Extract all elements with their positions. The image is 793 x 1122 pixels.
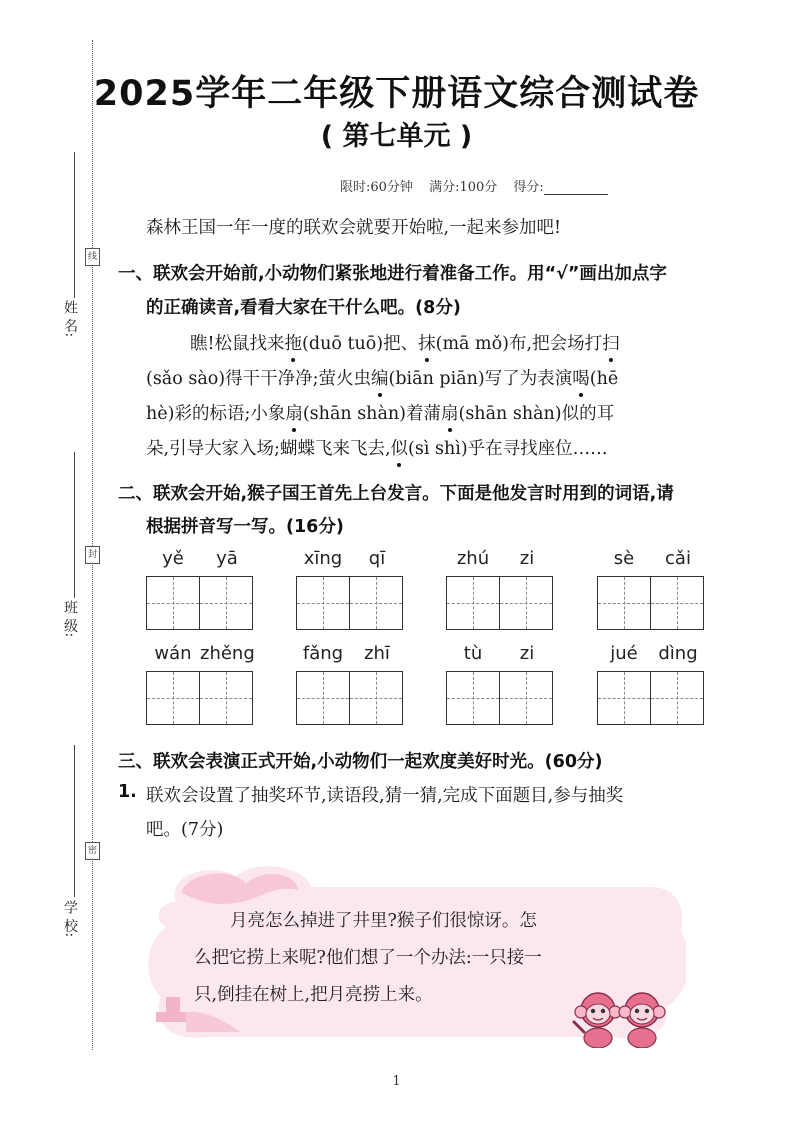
q2-heading-line2: 根据拼音写一写。(16分) (146, 517, 344, 537)
pinyin-syllable: cǎi (665, 548, 691, 569)
tian-zi-ge-cell[interactable] (296, 576, 350, 630)
dotted-char: 拖 (285, 330, 303, 355)
q1-heading-line2: 的正确读音,看看大家在干什么吧。(8分) (146, 298, 461, 318)
monkeys-illustration (570, 988, 670, 1048)
writing-cells (597, 671, 705, 725)
pinyin-syllable: tù (463, 643, 483, 664)
reading-passage-line1: 月亮怎么掉进了井里?猴子们很惊讶。怎 (230, 911, 537, 931)
pinyin-syllable: zi (519, 548, 535, 569)
full-score: 满分:100分 (429, 180, 498, 195)
pinyin-syllable: dìng (658, 643, 698, 664)
q1-heading-line1: 一、联欢会开始前,小动物们紧张地进行着准备工作。用“√”画出加点字 (118, 264, 667, 284)
pinyin-syllable: yā (216, 548, 238, 569)
word-box-group (296, 643, 404, 727)
tian-zi-ge-cell[interactable] (446, 671, 500, 725)
dotted-char: 编 (371, 365, 389, 390)
word-box-group (446, 643, 554, 727)
q1-passage-line1 (190, 330, 620, 355)
pinyin-choice[interactable]: (shān shàn)着蒲 (302, 404, 441, 424)
tian-zi-ge-cell[interactable] (199, 576, 253, 630)
word-box-group (146, 643, 254, 727)
page-subtitle: ( 第七单元 ) (320, 121, 473, 152)
monkey-right-icon (619, 993, 665, 1048)
dotted-char: 扇 (441, 400, 459, 425)
pinyin-choice[interactable]: (duō tuō)把、 (302, 334, 419, 354)
word-box-group (446, 548, 554, 632)
pinyin-syllable: jué (610, 643, 638, 664)
tian-zi-ge-cell[interactable] (597, 671, 651, 725)
pinyin-syllable: wán (154, 643, 192, 664)
pinyin-label (446, 643, 554, 667)
pinyin-choice[interactable]: (hē (589, 369, 619, 389)
q3-sub1-number: 1. (118, 782, 137, 802)
exam-meta (340, 176, 608, 195)
writing-cells (446, 671, 554, 725)
time-limit: 限时:60分钟 (340, 180, 413, 195)
tian-zi-ge-cell[interactable] (650, 671, 704, 725)
q1-passage-line4 (146, 435, 608, 460)
school-fill-line[interactable] (74, 745, 75, 897)
class-label: 班 级: (62, 600, 78, 638)
writing-cells (296, 671, 404, 725)
pinyin-label (296, 643, 404, 667)
writing-cells (296, 576, 404, 630)
pinyin-choice[interactable]: (sǎo sào)得干干净净;萤火虫 (146, 369, 372, 389)
q3-heading: 三、联欢会表演正式开始,小动物们一起欢度美好时光。(60分) (118, 752, 603, 772)
q3-sub1-line2: 吧。(7分) (146, 820, 224, 840)
tian-zi-ge-cell[interactable] (296, 671, 350, 725)
word-box-group (597, 643, 705, 727)
pinyin-choice[interactable]: (mā mǒ)布,把会场打 (435, 334, 603, 354)
pinyin-syllable: xīng (303, 548, 343, 569)
q1-passage-line2 (146, 365, 618, 390)
tian-zi-ge-cell[interactable] (499, 576, 553, 630)
pinyin-label (597, 548, 705, 572)
tian-zi-ge-cell[interactable] (146, 671, 200, 725)
q2-heading-line1: 二、联欢会开始,猴子国王首先上台发言。下面是他发言时用到的词语,请 (118, 484, 674, 504)
pinyin-syllable: zhú (456, 548, 490, 569)
pinyin-choice[interactable]: (sì shì)乎在寻找座位…… (408, 439, 608, 459)
reading-passage-line3: 只,倒挂在树上,把月亮捞上来。 (194, 985, 433, 1005)
pinyin-syllable: yě (162, 548, 184, 569)
pinyin-syllable: sè (613, 548, 635, 569)
binding-line (92, 40, 93, 1050)
seal-mark-secret: 密 (85, 842, 100, 860)
monkey-left-icon (574, 993, 621, 1048)
tian-zi-ge-cell[interactable] (146, 576, 200, 630)
writing-cells (446, 576, 554, 630)
word-box-group (146, 548, 254, 632)
writing-cells (146, 671, 254, 725)
pinyin-syllable: qī (368, 548, 386, 569)
seal-mark-line: 线 (85, 248, 100, 266)
dotted-char: 喝 (572, 365, 590, 390)
tian-zi-ge-cell[interactable] (199, 671, 253, 725)
dotted-char: 扇 (285, 400, 303, 425)
writing-cells (146, 576, 254, 630)
class-fill-line[interactable] (74, 452, 75, 598)
text: 朵,引导大家入场;蝴蝶飞来飞去, (146, 439, 391, 459)
text: 瞧!松鼠找来 (190, 334, 285, 354)
pinyin-syllable: zhěng (200, 643, 255, 664)
pinyin-choice[interactable]: (shān shàn)似的耳 (458, 404, 615, 424)
pinyin-choice[interactable]: (biān piān)写了为表演 (388, 369, 573, 389)
reading-passage-line2: 么把它捞上来呢?他们想了一个办法:一只接一 (194, 948, 542, 968)
pinyin-label (597, 643, 705, 667)
pinyin-label (296, 548, 404, 572)
pinyin-syllable: zi (519, 643, 535, 664)
writing-cells (597, 576, 705, 630)
school-label: 学 校: (62, 900, 78, 938)
pinyin-syllable: zhī (364, 643, 390, 664)
tian-zi-ge-cell[interactable] (349, 576, 403, 630)
name-fill-line[interactable] (74, 152, 75, 298)
pinyin-syllable: fǎng (302, 643, 344, 664)
score-blank[interactable] (544, 182, 608, 195)
q3-sub1-line1: 联欢会设置了抽奖环节,读语段,猜一猜,完成下面题目,参与抽奖 (146, 786, 624, 806)
word-box-group (296, 548, 404, 632)
q1-passage-line3 (146, 400, 614, 425)
dotted-char: 扫 (602, 330, 620, 355)
word-box-group (597, 548, 705, 632)
tian-zi-ge-cell[interactable] (499, 671, 553, 725)
score-label: 得分: (513, 180, 544, 195)
intro-text: 森林王国一年一度的联欢会就要开始啦,一起来参加吧! (146, 218, 562, 238)
tian-zi-ge-cell[interactable] (597, 576, 651, 630)
tian-zi-ge-cell[interactable] (349, 671, 403, 725)
name-label: 姓 名: (62, 300, 78, 338)
tian-zi-ge-cell[interactable] (650, 576, 704, 630)
page-number: 1 (392, 1074, 401, 1089)
seal-mark-seal: 封 (85, 546, 100, 564)
page-title: 2025学年二年级下册语文综合测试卷 (93, 74, 700, 114)
pinyin-label (446, 548, 554, 572)
dotted-char: 抹 (418, 330, 436, 355)
pinyin-choice[interactable]: hè)彩的标语;小象 (146, 404, 286, 424)
tian-zi-ge-cell[interactable] (446, 576, 500, 630)
pinyin-label (146, 643, 254, 667)
dotted-char: 似 (391, 435, 409, 460)
pinyin-label (146, 548, 254, 572)
